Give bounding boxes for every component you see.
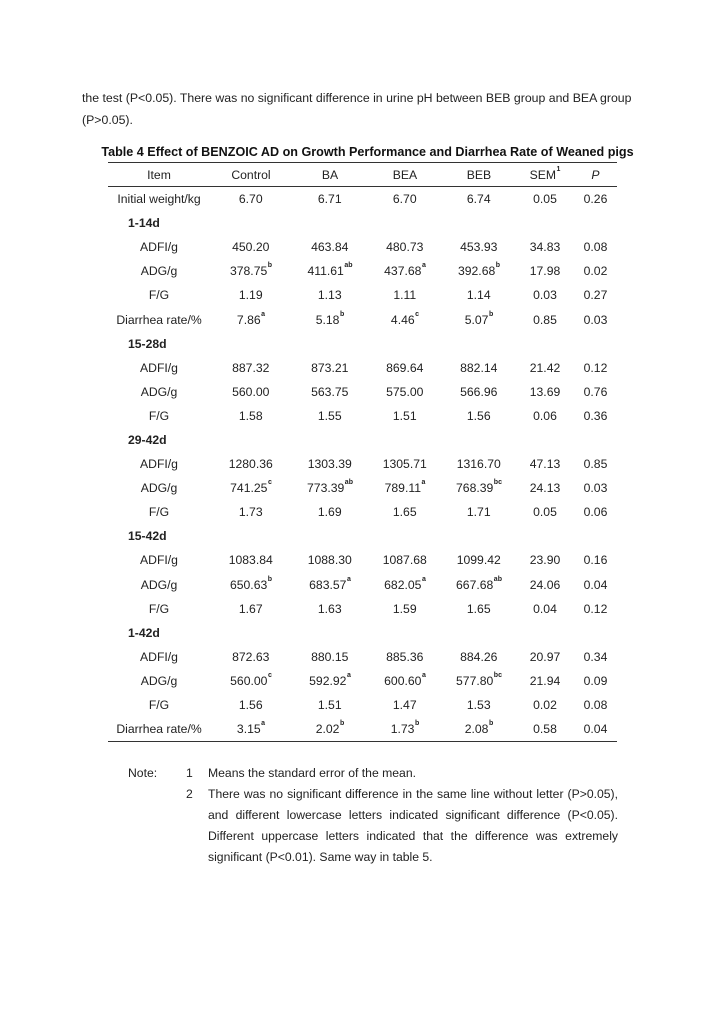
cell-control [210,669,292,693]
cell-sem: 0.06 [533,408,557,423]
cell-beb [442,356,516,380]
cell-p: 0.09 [583,673,608,688]
cell-value: 1.69 [317,505,342,520]
cell-bea [368,380,442,404]
section-label: 1-14d [128,216,160,231]
cell-bea [368,669,442,693]
cell-bea [368,693,442,717]
cell-control [210,717,292,742]
cell-ba [292,235,368,259]
cell-value: 884.26 [460,649,498,664]
cell-value: 5.07 [464,312,489,327]
section-label: 15-42d [128,529,167,544]
table-row [108,500,617,524]
section-row [108,332,617,356]
cell-control [210,597,292,621]
table-caption: Table 4 Effect of BENZOIC AD on Growth Performance and Diarrhea Rate of Weaned pigs [101,145,634,159]
cell-beb [442,452,516,476]
cell-value: 1.53 [466,698,491,713]
cell-sem: 13.69 [529,384,561,399]
cell-value: 1.65 [392,505,417,520]
cell-beb [442,597,516,621]
cell-value: 6.71 [317,192,342,207]
cell-p: 0.04 [583,577,608,592]
cell-value: 1087.68 [382,553,427,568]
header-beb: BEB [466,167,492,182]
significance-letter: ab [344,262,353,270]
cell-value: 1.51 [392,408,417,423]
row-item: F/G [148,288,170,303]
cell-bea [368,476,442,500]
table-row [108,307,617,331]
body-paragraph: the test (P<0.05). There was no significant difference in urine pH between BEB group and BEA group (P>0.05). [82,91,632,127]
table-row [108,645,617,669]
cell-bea [368,187,442,212]
table-row [108,597,617,621]
cell-value: 1.11 [393,288,417,303]
table-row [108,380,617,404]
cell-beb [442,404,516,428]
cell-value: 882.14 [460,360,498,375]
cell-control [210,693,292,717]
cell-ba [292,597,368,621]
significance-letter: bc [493,479,502,487]
cell-p: 0.08 [583,698,608,713]
cell-sem: 0.03 [533,288,557,303]
cell-beb [442,645,516,669]
cell-value: 411.61 [307,264,344,279]
significance-letter: b [488,310,494,318]
row-item: ADG/g [140,673,178,688]
significance-letter: bc [493,671,502,679]
cell-value: 1.14 [466,288,491,303]
significance-letter: a [346,575,351,583]
cell-beb [442,548,516,572]
cell-control [210,235,292,259]
section-row [108,428,617,452]
header-p: P [591,167,600,182]
row-item: F/G [148,698,170,713]
cell-value: 1.63 [317,601,342,616]
cell-bea [368,235,442,259]
significance-letter: a [421,671,426,679]
table-row [108,717,617,742]
cell-value: 566.96 [460,384,498,399]
cell-control [210,356,292,380]
cell-control [210,307,292,331]
header-item: Item [147,167,171,182]
cell-p: 0.12 [583,601,608,616]
significance-letter: a [346,671,351,679]
cell-value: 378.75 [229,264,268,279]
significance-letter: c [415,310,420,318]
note-text: Means the standard error of the mean. [208,766,416,780]
table-row [108,235,617,259]
cell-sem: 20.97 [529,649,561,664]
cell-sem: 24.13 [529,481,561,496]
cell-value: 1.56 [466,408,491,423]
cell-beb [442,669,516,693]
row-item: ADG/g [140,384,178,399]
significance-letter: c [267,479,272,487]
cell-p: 0.03 [583,312,608,327]
cell-control [210,548,292,572]
section-row [108,211,617,235]
row-item: ADFI/g [140,240,178,255]
cell-bea [368,259,442,283]
cell-sem: 0.58 [533,722,557,737]
cell-value: 577.80 [456,673,494,688]
cell-ba [292,573,368,597]
note-label: Note: [128,766,158,780]
table-row [108,693,617,717]
cell-value: 1.51 [317,698,342,713]
cell-sem: 0.05 [533,505,557,520]
cell-value: 560.00 [230,673,268,688]
cell-value: 872.63 [232,649,270,664]
cell-value: 650.63 [229,577,268,592]
row-item: F/G [148,601,170,616]
cell-p: 0.85 [583,457,608,472]
note-item [128,763,618,784]
row-item: F/G [148,505,170,520]
significance-letter: b [267,575,273,583]
cell-bea [368,573,442,597]
significance-letter: a [421,575,426,583]
cell-sem: 21.94 [529,673,561,688]
cell-p: 0.08 [583,240,608,255]
note-item [128,784,618,868]
cell-value: 880.15 [311,649,349,664]
cell-control [210,500,292,524]
table-row [108,573,617,597]
cell-value: 6.70 [238,192,263,207]
cell-value: 1.65 [466,601,491,616]
cell-bea [368,717,442,742]
cell-sem: 24.06 [529,577,561,592]
cell-value: 873.21 [311,360,349,375]
cell-value: 667.68 [456,577,494,592]
cell-bea [368,356,442,380]
cell-ba [292,404,368,428]
cell-value: 773.39 [307,481,345,496]
cell-p: 0.04 [583,722,608,737]
table-row [108,283,617,307]
cell-ba [292,307,368,331]
cell-value: 3.15 [236,722,261,737]
cell-sem: 21.42 [529,360,561,375]
cell-value: 1.73 [238,505,263,520]
cell-value: 4.46 [390,312,415,327]
row-item: Initial weight/kg [117,192,201,207]
cell-value: 887.32 [232,360,270,375]
cell-value: 463.84 [311,240,349,255]
cell-sem: 23.90 [529,553,561,568]
cell-bea [368,500,442,524]
cell-value: 6.74 [466,192,491,207]
row-item: ADFI/g [140,649,178,664]
cell-value: 1088.30 [307,553,352,568]
significance-letter: a [421,479,426,487]
cell-value: 1.59 [392,601,417,616]
cell-control [210,187,292,212]
cell-value: 453.93 [460,240,498,255]
cell-value: 1099.42 [456,553,501,568]
cell-bea [368,548,442,572]
section-label: 29-42d [128,432,167,447]
section-label: 1-42d [128,625,160,640]
table-notes [128,763,618,868]
cell-p: 0.27 [583,288,608,303]
cell-value: 741.25 [230,481,268,496]
cell-value: 869.64 [386,360,424,375]
cell-ba [292,645,368,669]
cell-ba [292,669,368,693]
table-row [108,548,617,572]
cell-ba [292,693,368,717]
cell-control [210,645,292,669]
cell-value: 2.08 [464,722,489,737]
header-control: Control [231,167,271,182]
cell-value: 592.92 [309,673,347,688]
cell-value: 1.13 [317,288,342,303]
cell-p: 0.34 [583,649,608,664]
cell-value: 789.11 [384,481,421,496]
cell-beb [442,307,516,331]
table-row [108,259,617,283]
cell-bea [368,597,442,621]
cell-control [210,283,292,307]
significance-letter: b [414,720,420,728]
significance-letter: ab [344,479,353,487]
row-item: Diarrhea rate/% [116,722,202,737]
header-sem-footnote: 1 [556,165,561,173]
cell-beb [442,573,516,597]
cell-value: 5.18 [315,312,340,327]
cell-value: 682.05 [384,577,422,592]
significance-letter: a [421,262,426,270]
section-row [108,524,617,548]
cell-p: 0.03 [583,481,608,496]
row-item: ADG/g [140,481,178,496]
cell-value: 1.19 [238,288,263,303]
cell-value: 1.71 [466,505,491,520]
significance-letter: b [339,310,345,318]
cell-control [210,380,292,404]
row-item: ADG/g [140,577,178,592]
cell-sem: 0.85 [533,312,557,327]
results-table [108,162,617,742]
cell-sem: 0.04 [533,601,557,616]
cell-value: 1083.84 [228,553,273,568]
cell-ba [292,187,368,212]
cell-value: 1.55 [317,408,342,423]
cell-ba [292,452,368,476]
cell-value: 683.57 [309,577,347,592]
cell-value: 1.67 [238,601,263,616]
significance-letter: b [488,720,494,728]
cell-p: 0.02 [583,264,608,279]
cell-value: 1.47 [392,698,417,713]
cell-sem: 47.13 [529,457,561,472]
cell-beb [442,500,516,524]
header-ba: BA [321,167,339,182]
cell-sem: 0.02 [533,698,557,713]
cell-control [210,452,292,476]
table-row [108,187,617,212]
table-row [108,356,617,380]
significance-letter: a [261,720,266,728]
significance-letter: ab [493,575,502,583]
cell-beb [442,235,516,259]
cell-value: 1.58 [238,408,263,423]
cell-sem: 0.05 [533,192,557,207]
cell-p: 0.76 [583,384,608,399]
significance-letter: c [267,671,272,679]
cell-ba [292,500,368,524]
cell-value: 560.00 [232,384,270,399]
cell-value: 7.86 [236,312,261,327]
cell-p: 0.06 [583,505,608,520]
cell-value: 2.02 [315,722,340,737]
cell-value: 768.39 [456,481,494,496]
cell-beb [442,187,516,212]
table-row [108,669,617,693]
note-number: 2 [186,787,193,801]
cell-p: 0.26 [583,192,608,207]
cell-value: 1305.71 [382,457,427,472]
cell-sem: 17.98 [529,264,561,279]
cell-bea [368,307,442,331]
cell-beb [442,693,516,717]
cell-ba [292,380,368,404]
cell-value: 563.75 [311,384,349,399]
cell-value: 1303.39 [307,457,352,472]
cell-value: 480.73 [386,240,424,255]
table-row [108,476,617,500]
cell-value: 1280.36 [228,457,273,472]
cell-p: 0.16 [583,553,608,568]
cell-beb [442,259,516,283]
cell-control [210,573,292,597]
section-label: 15-28d [128,336,167,351]
cell-value: 437.68 [384,264,422,279]
significance-letter: b [267,262,273,270]
cell-value: 6.70 [392,192,417,207]
note-number: 1 [186,766,193,780]
cell-ba [292,259,368,283]
cell-ba [292,548,368,572]
cell-ba [292,283,368,307]
significance-letter: a [261,310,266,318]
cell-beb [442,476,516,500]
row-item: ADG/g [140,264,178,279]
cell-value: 600.60 [384,673,422,688]
cell-ba [292,476,368,500]
table-header-row [108,163,617,187]
cell-p: 0.36 [583,408,608,423]
cell-bea [368,452,442,476]
cell-value: 885.36 [386,649,424,664]
table-body [108,187,617,742]
cell-p: 0.12 [583,360,608,375]
cell-control [210,404,292,428]
cell-value: 392.68 [457,264,496,279]
header-bea: BEA [392,167,418,182]
header-sem [516,163,574,187]
note-label-spacer [128,784,186,868]
header-sem-label: SEM [529,167,556,182]
cell-bea [368,283,442,307]
section-row [108,621,617,645]
row-item: ADFI/g [140,360,178,375]
cell-value: 450.20 [232,240,270,255]
cell-value: 1316.70 [456,457,501,472]
cell-beb [442,717,516,742]
cell-beb [442,283,516,307]
cell-bea [368,404,442,428]
significance-letter: b [495,262,501,270]
note-text: There was no significant difference in the same line without letter (P>0.05), and different lowercase letters indicated significant difference (P<0.05). Different uppercase letters indicated that the difference was extremely significant (P<0.01). Same way in table 5. [208,787,618,864]
row-item: Diarrhea rate/% [116,312,202,327]
cell-bea [368,645,442,669]
cell-control [210,259,292,283]
cell-ba [292,356,368,380]
significance-letter: b [339,720,345,728]
cell-control [210,476,292,500]
cell-value: 1.73 [390,722,415,737]
row-item: ADFI/g [140,553,178,568]
cell-value: 575.00 [386,384,424,399]
row-item: ADFI/g [140,457,178,472]
cell-value: 1.56 [238,698,263,713]
table-row [108,404,617,428]
table-row [108,452,617,476]
row-item: F/G [148,408,170,423]
cell-sem: 34.83 [529,240,561,255]
cell-ba [292,717,368,742]
cell-beb [442,380,516,404]
